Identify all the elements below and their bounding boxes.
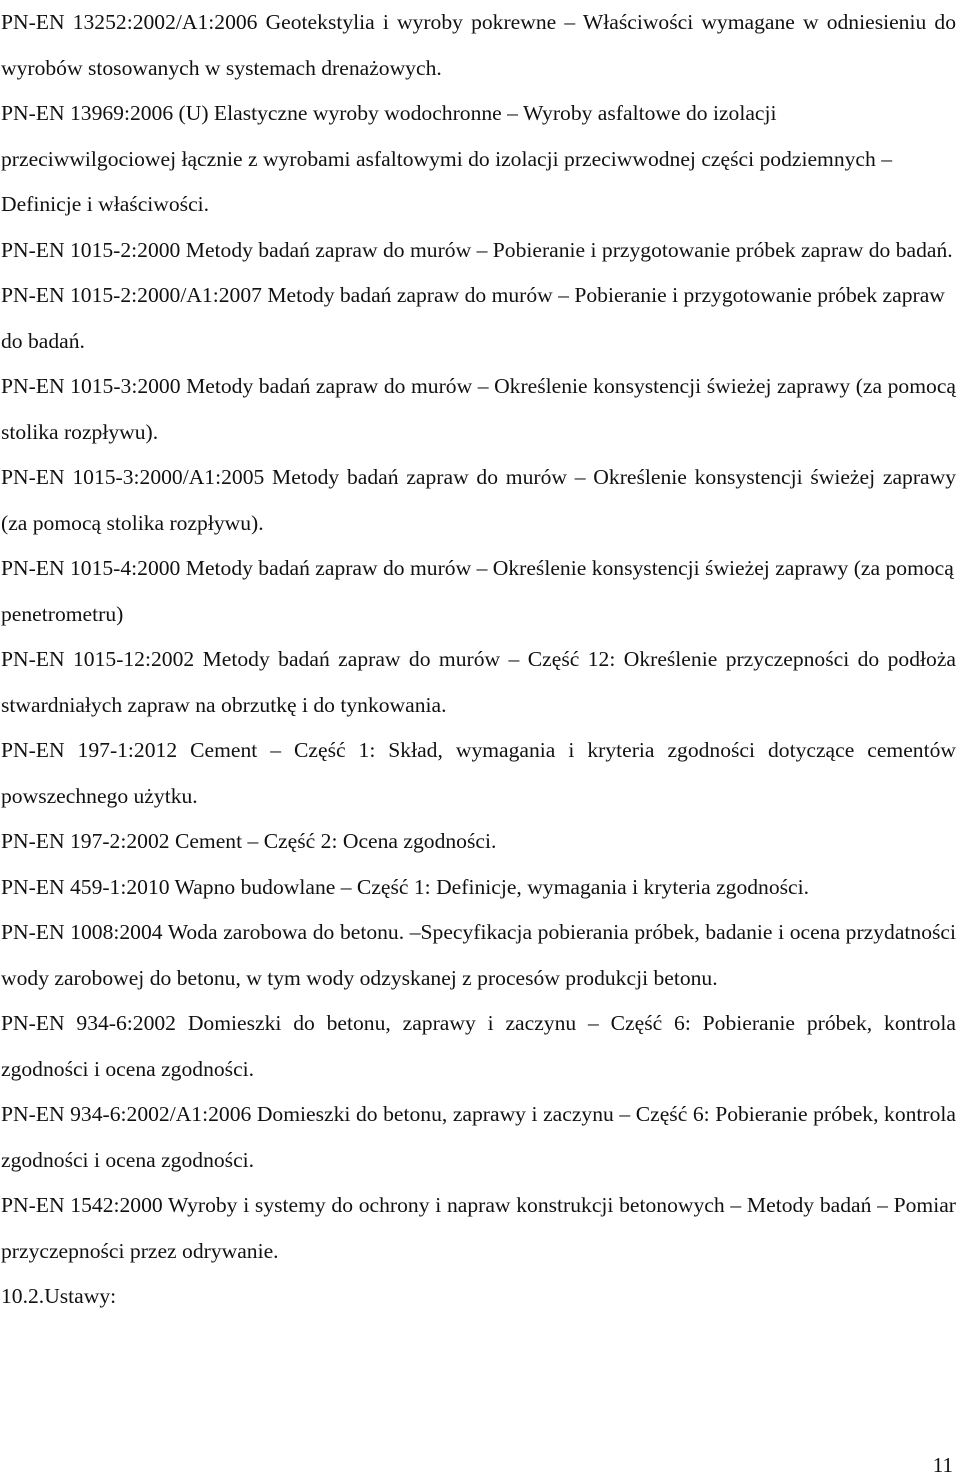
standard-entry: PN-EN 934-6:2002/A1:2006 Domieszki do betonu, zaprawy i zaczynu – Część 6: Pobieranie próbek, kontrola zgodności i ocena zgodności. <box>1 1102 956 1172</box>
section-heading: 10.2.Ustawy: <box>1 1284 117 1308</box>
standard-entry: PN-EN 934-6:2002 Domieszki do betonu, zaprawy i zaczynu – Część 6: Pobieranie próbek, kontrola zgodności i ocena zgodności. <box>1 1011 956 1081</box>
standard-entry: PN-EN 1015-3:2000/A1:2005 Metody badań zapraw do murów – Określenie konsystencji świeżej zaprawy (za pomocą stolika rozpływu). <box>1 465 956 535</box>
standard-entry: PN-EN 13252:2002/A1:2006 Geotekstylia i wyroby pokrewne – Właściwości wymagane w odniesieniu do wyrobów stosowanych w systemach drenażowych. <box>1 10 956 80</box>
standard-entry: PN-EN 1015-2:2000/A1:2007 Metody badań zapraw do murów – Pobieranie i przygotowanie próbek zapraw do badań. <box>1 283 945 353</box>
standard-entry: PN-EN 1015-4:2000 Metody badań zapraw do murów – Określenie konsystencji świeżej zaprawy (za pomocą penetrometru) <box>1 556 954 626</box>
standard-entry: PN-EN 1542:2000 Wyroby i systemy do ochrony i napraw konstrukcji betonowych – Metody badań – Pomiar przyczepności przez odrywanie. <box>1 1193 956 1263</box>
standard-entry: PN-EN 1015-12:2002 Metody badań zapraw do murów – Część 12: Określenie przyczepności do podłoża stwardniałych zapraw na obrzutkę i do tynkowania. <box>1 647 956 717</box>
standards-list <box>1 0 956 1320</box>
page-number: 11 <box>932 1453 953 1477</box>
standard-entry: PN-EN 459-1:2010 Wapno budowlane – Część 1: Definicje, wymagania i kryteria zgodności. <box>1 874 810 899</box>
standard-entry: PN-EN 197-1:2012 Cement – Część 1: Skład, wymagania i kryteria zgodności dotyczące cementów powszechnego użytku. <box>1 738 956 808</box>
standard-entry: PN-EN 1015-2:2000 Metody badań zapraw do murów – Pobieranie i przygotowanie próbek zapraw do badań. <box>1 237 953 262</box>
standard-entry: PN-EN 13969:2006 (U) Elastyczne wyroby wodochronne – Wyroby asfaltowe do izolacji przeciwwilgociowej łącznie z wyrobami asfaltowymi do izolacji przeciwwodnej części podziemnych – Definicje i właściwości. <box>1 101 892 216</box>
standard-entry: PN-EN 1015-3:2000 Metody badań zapraw do murów – Określenie konsystencji świeżej zaprawy (za pomocą stolika rozpływu). <box>1 374 956 444</box>
standard-entry: PN-EN 1008:2004 Woda zarobowa do betonu. –Specyfikacja pobierania próbek, badanie i ocena przydatności wody zarobowej do betonu, w tym wody odzyskanej z procesów produkcji betonu. <box>1 920 956 990</box>
standard-entry: PN-EN 197-2:2002 Cement – Część 2: Ocena zgodności. <box>1 829 497 853</box>
